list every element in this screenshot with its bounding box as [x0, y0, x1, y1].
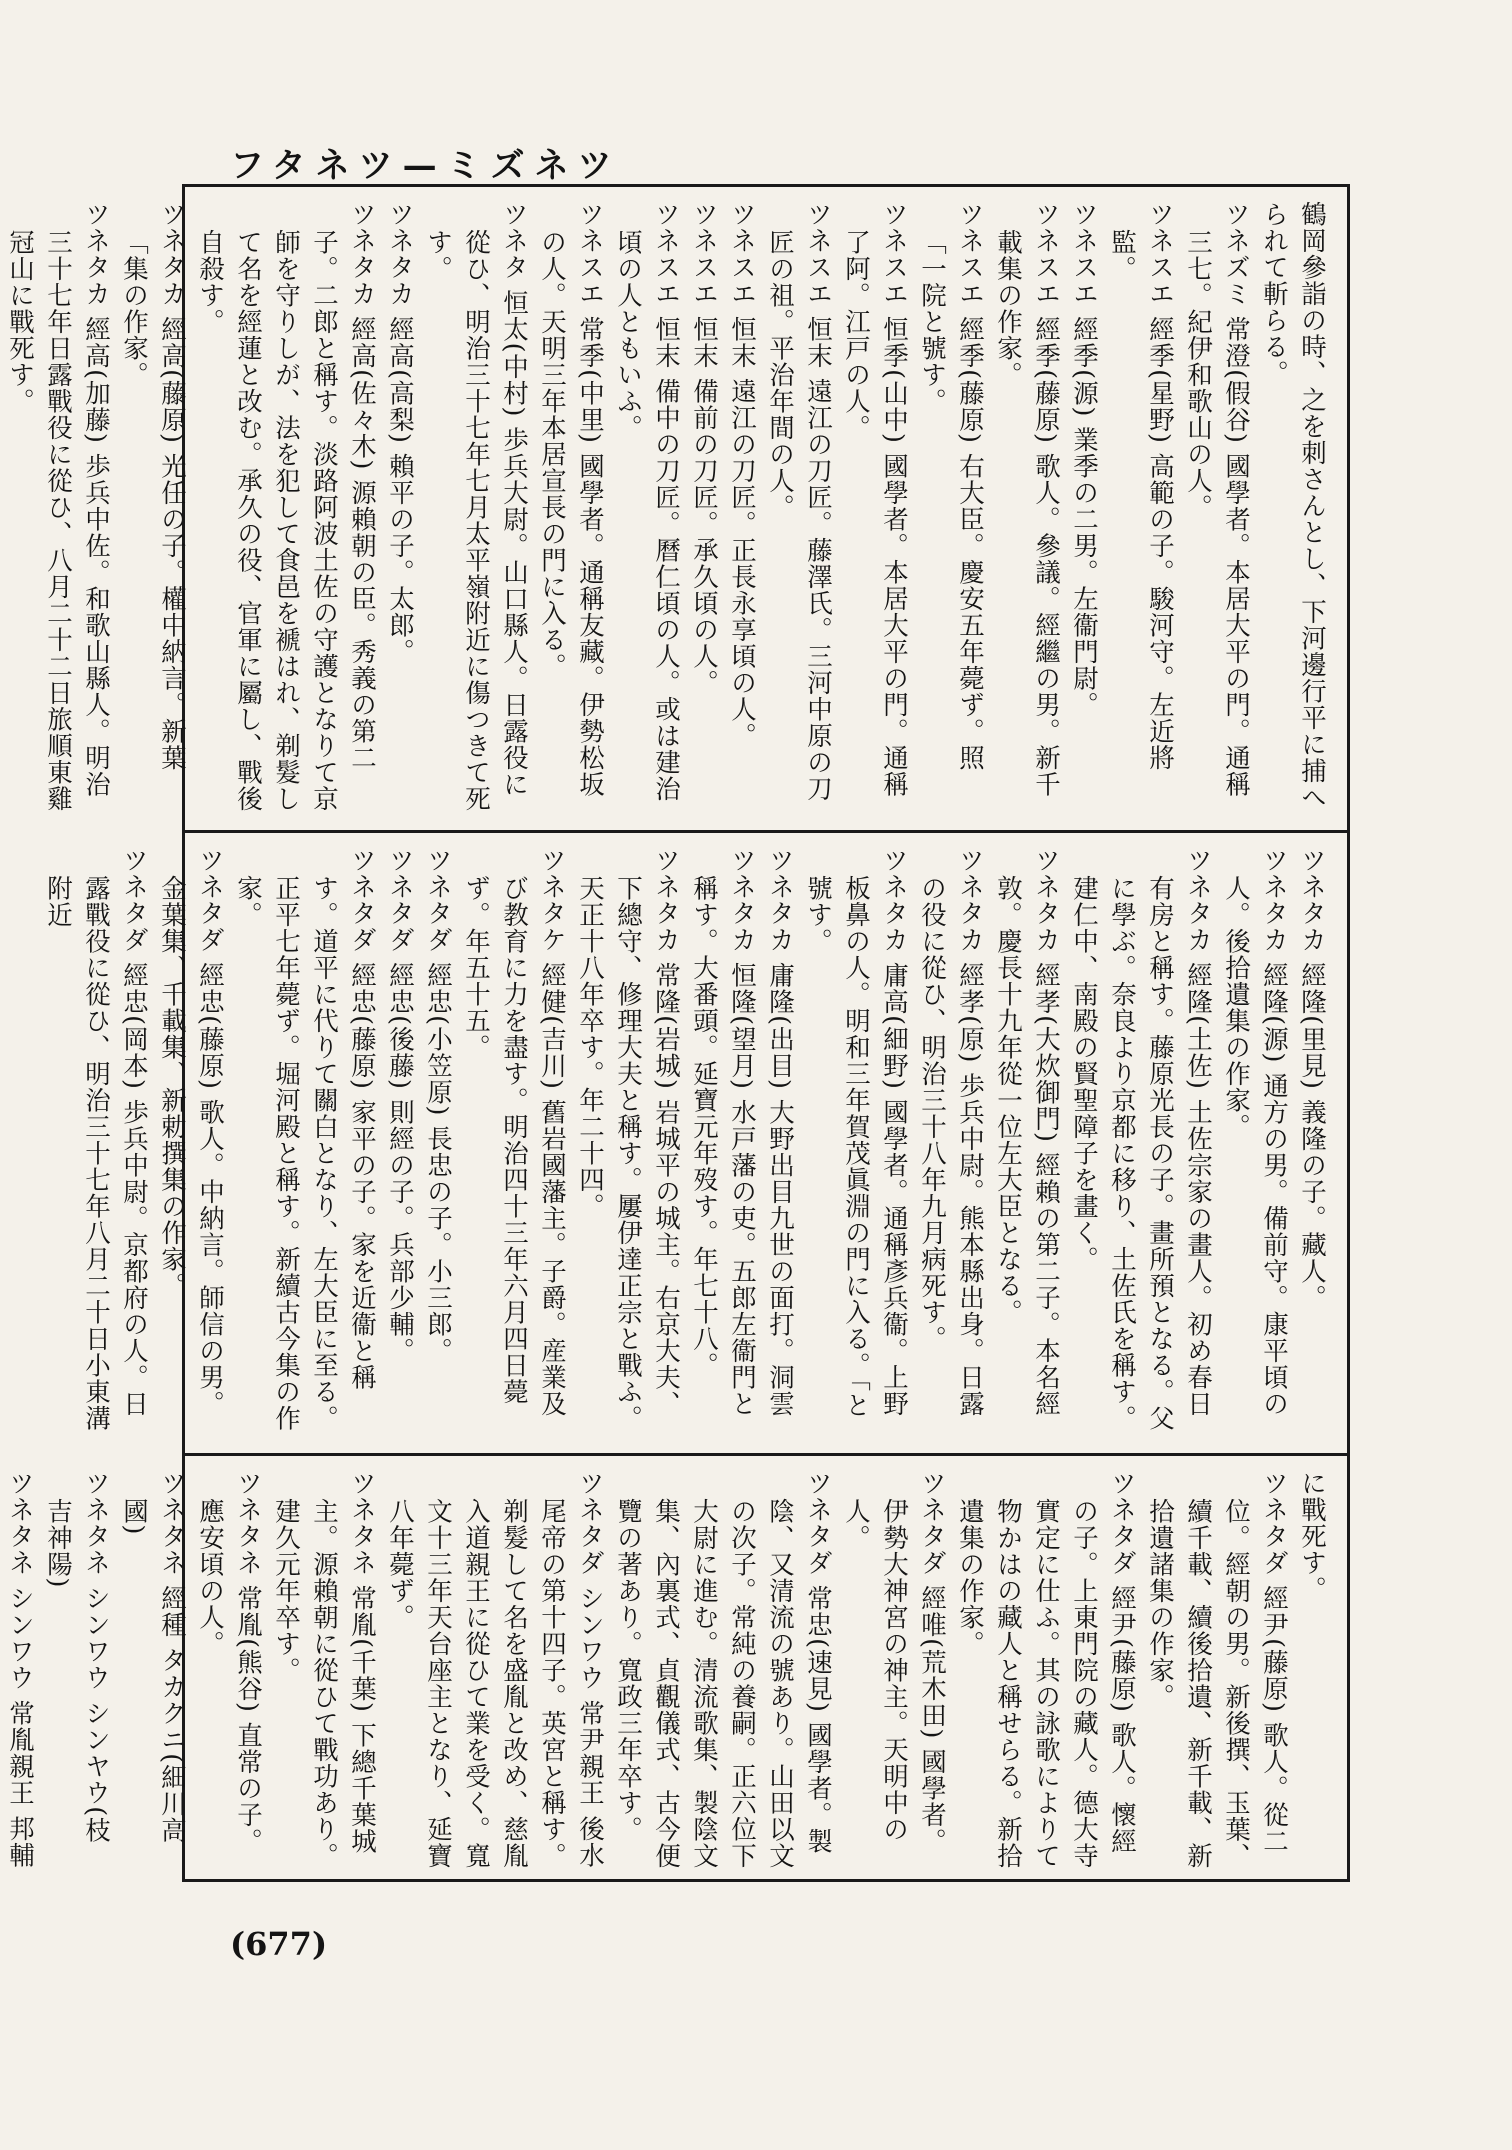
band-top [5, 187, 1347, 827]
dictionary-entry: ツネスエ 恒末 遠江の刀匠。藤澤氏。三河中原の刀匠の祖。平治年間の人。 [765, 201, 833, 803]
dictionary-entry: ツネタカ 常隆(岩城) 岩城平の城主。右京大夫、下總守、修理大夫と稱す。屢伊達正宗と戰ふ。天正十八年卒す。年二十四。 [575, 847, 681, 1432]
dictionary-entry: ツネタネ シンワウ 常胤親王 邦輔 [5, 1470, 35, 1869]
running-head: フタネツ—ミズネツ [230, 146, 622, 186]
dictionary-entry: ツネスエ 常季(中里) 國學者。通稱友藏。伊勢松坂の人。天明三年本居宣長の門に入る。 [537, 201, 605, 798]
dictionary-entry: ツネズミ 常澄(假谷) 國學者。本居大平の門。通稱三七。紀伊和歌山の人。 [1183, 201, 1251, 798]
dictionary-entry: ツネタカ 庸隆(出目) 大野出目九世の面打。洞雲 [765, 847, 795, 1418]
dictionary-entry: ツネスエ 經季(藤原) 右大臣。慶安五年薨ず。照「一院と號す。 [917, 201, 985, 772]
dictionary-entry: ツネタダ 經忠(岡本) 歩兵中尉。京都府の人。日露戰役に從ひ、明治三十七年八月二十日小東溝附近 [43, 847, 149, 1432]
dictionary-entry: ツネスエ 恒末 備中の刀匠。曆仁頃の人。或は建治頃の人ともいふ。 [613, 201, 681, 803]
dictionary-entry: ツネタカ 經高(加藤) 歩兵中佐。和歌山縣人。明治三十七年日露戰役に從ひ、八月二十二日旅順東雞冠山に戰死す。 [5, 201, 111, 813]
dictionary-entry: ツネタダ 經忠(小笠原) 長忠の子。小三郎。 [423, 847, 453, 1365]
band-middle-text [43, 847, 1331, 1441]
dictionary-entry: ツネタダ 經尹(藤原) 歌人。懷經の子。上東門院の藏人。德大寺實定に仕ふ。其の詠歌によりて物かはの藏人と稱せらる。新拾遺集の作家。 [955, 1470, 1137, 1870]
dictionary-page-frame [5, 184, 1350, 1882]
dictionary-entry: ツネスエ 經季(星野) 高範の子。駿河守。左近將監。 [1107, 201, 1175, 772]
dictionary-entry: ツネタダ 經忠(後藤) 則經の子。兵部少輔。 [385, 847, 415, 1365]
dictionary-entry: ツネスエ 恒季(山中) 國學者。本居大平の門。通稱了阿。江戸の人。 [841, 201, 909, 798]
dictionary-entry: ツネタダ 經忠(藤原) 家平の子。家を近衞と稱す。道平に代りて關白となり、左大臣に至る。正平七年薨ず。堀河殿と稱す。新續古今集の作家。 [233, 847, 377, 1432]
dictionary-entry: ツネタカ 經隆(里見) 義隆の子。藏人。 [1297, 847, 1327, 1312]
dictionary-entry: ツネタカ 經高(高梨) 賴平の子。太郎。 [385, 201, 415, 666]
dictionary-entry: ツネタカ 經隆(土佐) 土佐宗家の畫人。初め春日有房と稱す。藤原光長の子。畫所預となる。父に學ぶ。奈良より京都に移り、土佐氏を稱す。建仁中、南殿の賢聖障子を畫く。 [1069, 847, 1213, 1432]
dictionary-entry: に戰死す。 [1297, 1470, 1327, 1603]
band-bottom [5, 1453, 1347, 1882]
band-middle [43, 830, 1347, 1453]
dictionary-entry: ツネタカ 經隆(源) 通方の男。備前守。康平頃の人。後拾遺集の作家。 [1221, 847, 1289, 1418]
dictionary-entry: ツネタカ 恒隆(望月) 水戸藩の吏。五郎左衞門と稱す。大番頭。延寶元年歿す。年七十八。 [689, 847, 757, 1418]
dictionary-entry: ツネスエ 恒末 遠江の刀匠。正長永享頃の人。 [727, 201, 757, 750]
band-top-text [5, 201, 1331, 815]
dictionary-entry: ツネタカ 經高(藤原) 光任の子。權中納言。新葉「集の作家。 [119, 201, 187, 772]
dictionary-entry: 鶴岡參詣の時、之を刺さんとし、下河邊行平に捕へられて斬らる。 [1259, 201, 1327, 811]
band-bottom-text [5, 1470, 1331, 1870]
dictionary-entry: ツネタケ 經健(吉川) 舊岩國藩主。子爵。産業及び教育に力を盡す。明治四十三年六月四日薨ず。年五十五。 [461, 847, 567, 1418]
dictionary-entry: ツネタネ 常胤(千葉) 下總千葉城主。源賴朝に從ひて戰功あり。建久元年卒す。 [271, 1470, 377, 1870]
dictionary-entry: ツネタダ 經忠(藤原) 歌人。中納言。師信の男。金葉集、千載集、新勅撰集の作家。 [157, 847, 225, 1418]
dictionary-entry: ツネタカ 經高(佐々木) 源賴朝の臣。秀義の第二子。二郎と稱す。淡路阿波土佐の守護となりて京師を守りしが、法を犯して食邑を褫はれ、剃髮して名を經蓮と改む。承久の役、官軍に屬し、戰後自殺す。 [195, 201, 377, 813]
dictionary-entry: ツネスエ 經季(藤原) 歌人。參議。經繼の男。新千載集の作家。 [993, 201, 1061, 798]
page-number: (677) [230, 1925, 328, 1963]
dictionary-entry: ツネスエ 經季(源) 業季の二男。左衞門尉。 [1069, 201, 1099, 719]
dictionary-entry: ツネタカ 經孝(大炊御門) 經賴の第二子。本名經敦。慶長十九年從一位左大臣となる。 [993, 847, 1061, 1418]
dictionary-entry: ツネタカ 庸高(細野) 國學者。通稱彥兵衞。上野板鼻の人。明和三年賀茂眞淵の門に入る。「と號す。 [803, 847, 909, 1419]
dictionary-entry: ツネタダ 常忠(速見) 國學者。製陰、又清流の號あり。山田以文の次子。常純の養嗣。正六位下大尉に進む。清流歌集、製陰文集、內裏式、貞觀儀式、古今便覽の著あり。寬政三年卒す。 [613, 1470, 833, 1870]
dictionary-entry: ツネタネ シンワウ シンヤウ(枝吉神陽) [43, 1470, 111, 1844]
dictionary-entry: ツネタカ 經孝(原) 歩兵中尉。熊本縣出身。日露の役に從ひ、明治三十八年九月病死す。 [917, 847, 985, 1418]
dictionary-entry: ツネタネ 經種 タカクニ(細川高國) [119, 1470, 187, 1844]
dictionary-entry: ツネスエ 恒末 備前の刀匠。承久頃の人。 [689, 201, 719, 697]
dictionary-entry: ツネタ 恒太(中村) 歩兵大尉。山口縣人。日露役に從ひ、明治三十七年七月太平嶺附近に傷つきて死す。 [423, 201, 529, 813]
dictionary-entry: ツネタネ 常胤(熊谷) 直常の子。應安頃の人。 [195, 1470, 263, 1855]
dictionary-entry: ツネタダ 經尹(藤原) 歌人。從二位。經朝の男。新後撰、玉葉、續千載、續後拾遺、新千載、新拾遺諸集の作家。 [1145, 1470, 1289, 1870]
dictionary-entry: ツネタダ 經唯(荒木田) 國學者。伊勢大神宮の神主。天明中の人。 [841, 1470, 947, 1855]
dictionary-entry: ツネタダ シンワウ 常尹親王 後水尾帝の第十四子。英宮と稱す。剃髮して名を盛胤と改め、慈胤入道親王に從ひて業を受く。寬文十三年天台座主となり、延寶八年薨ず。 [385, 1470, 605, 1870]
